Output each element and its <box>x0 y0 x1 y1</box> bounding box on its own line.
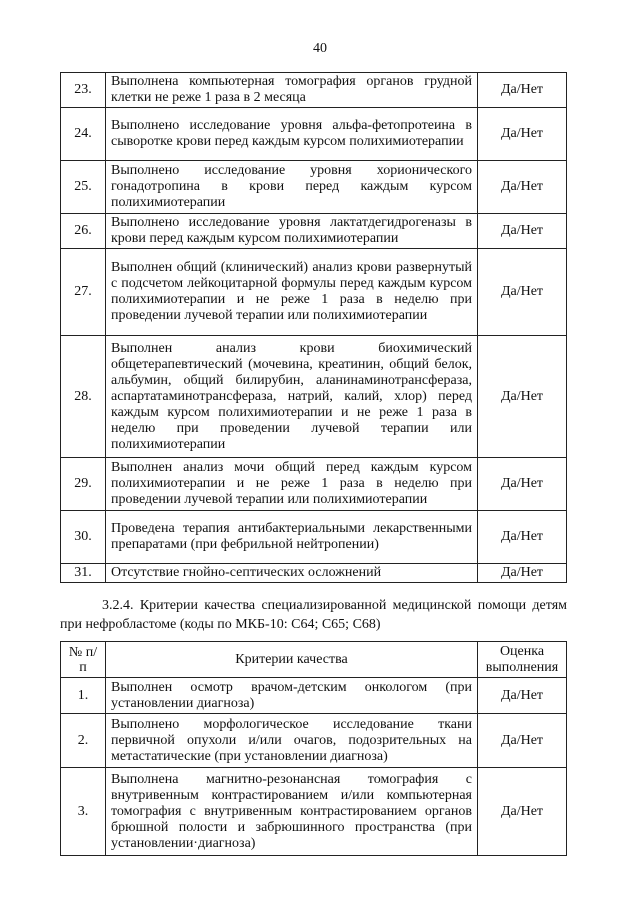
page-number: 40 <box>313 41 327 56</box>
table-row <box>61 458 567 511</box>
table-row <box>61 564 567 583</box>
row-number: 23. <box>61 73 106 108</box>
row-number: 1. <box>61 678 106 714</box>
criterion-text: Выполнено исследование уровня альфа-фетопротеина в сыворотке крови перед каждым курсом полихимиотерапии <box>106 108 478 161</box>
table-row <box>61 678 567 714</box>
criteria-table-continued <box>60 72 567 583</box>
table-header-row <box>61 642 567 678</box>
criterion-text: Выполнена магнитно-резонансная томография с внутривенным контрастированием и/или компьютерная томография с внутривенным контрастированием органов брюшной полости и забрюшинного пространства (при установлении·диагноза) <box>106 768 478 856</box>
evaluation-value: Да/Нет <box>478 73 567 108</box>
criterion-text: Выполнен анализ крови биохимический общетерапевтический (мочевина, креатинин, общий белок, альбумин, общий билирубин, аланинаминотрансфераза, аспартатаминотрансфераза, натрий, калий, хлор) перед каждым курсом полихимиотерапии и не реже 1 раза в неделю при проведении лучевой терапии или полихимиотерапии <box>106 336 478 458</box>
table-row <box>61 714 567 768</box>
table-row <box>61 249 567 336</box>
row-number: 30. <box>61 511 106 564</box>
column-header-number: № п/п <box>61 642 106 678</box>
column-header-criteria: Критерии качества <box>106 642 478 678</box>
criteria-table-nephroblastoma <box>60 641 567 856</box>
row-number: 2. <box>61 714 106 768</box>
table-row <box>61 768 567 856</box>
criterion-text: Отсутствие гнойно-септических осложнений <box>106 564 478 583</box>
row-number: 27. <box>61 249 106 336</box>
evaluation-value: Да/Нет <box>478 564 567 583</box>
row-number: 24. <box>61 108 106 161</box>
evaluation-value: Да/Нет <box>478 249 567 336</box>
evaluation-value: Да/Нет <box>478 214 567 249</box>
row-number: 29. <box>61 458 106 511</box>
row-number: 31. <box>61 564 106 583</box>
row-number: 28. <box>61 336 106 458</box>
row-number: 26. <box>61 214 106 249</box>
criterion-text: Выполнен общий (клинический) анализ крови развернутый с подсчетом лейкоцитарной формулы перед каждым курсом полихимиотерапии и не реже 1 раза в неделю при проведении лучевой терапии или полихимиотерапии <box>106 249 478 336</box>
evaluation-value: Да/Нет <box>478 768 567 856</box>
criterion-text: Выполнено исследование уровня хорионического гонадотропина в крови перед каждым курсом полихимиотерапии <box>106 161 478 214</box>
evaluation-value: Да/Нет <box>478 678 567 714</box>
criterion-text: Выполнена компьютерная томография органов грудной клетки не реже 1 раза в 2 месяца <box>106 73 478 108</box>
column-header-evaluation: Оценка выполнения <box>478 642 567 678</box>
criterion-text: Выполнен анализ мочи общий перед каждым курсом полихимиотерапии и не реже 1 раза в неделю при проведении лучевой терапии или полихимиотерапии <box>106 458 478 511</box>
criterion-text: Выполнен осмотр врачом-детским онкологом (при установлении диагноза) <box>106 678 478 714</box>
table-row <box>61 336 567 458</box>
section-heading: 3.2.4. Критерии качества специализированной медицинской помощи детям при нефробластоме (коды по МКБ-10: С64; С65; С68) <box>60 598 567 632</box>
table-row <box>61 511 567 564</box>
evaluation-value: Да/Нет <box>478 458 567 511</box>
criterion-text: Проведена терапия антибактериальными лекарственными препаратами (при фебрильной нейтропении) <box>106 511 478 564</box>
row-number: 25. <box>61 161 106 214</box>
evaluation-value: Да/Нет <box>478 161 567 214</box>
evaluation-value: Да/Нет <box>478 714 567 768</box>
table-row <box>61 214 567 249</box>
criterion-text: Выполнено исследование уровня лактатдегидрогеназы в крови перед каждым курсом полихимиотерапии <box>106 214 478 249</box>
table-row <box>61 108 567 161</box>
table-row <box>61 73 567 108</box>
evaluation-value: Да/Нет <box>478 336 567 458</box>
evaluation-value: Да/Нет <box>478 108 567 161</box>
evaluation-value: Да/Нет <box>478 511 567 564</box>
table-row <box>61 161 567 214</box>
criterion-text: Выполнено морфологическое исследование ткани первичной опухоли и/или очагов, подозрительных на метастатические (при установлении диагноза) <box>106 714 478 768</box>
row-number: 3. <box>61 768 106 856</box>
